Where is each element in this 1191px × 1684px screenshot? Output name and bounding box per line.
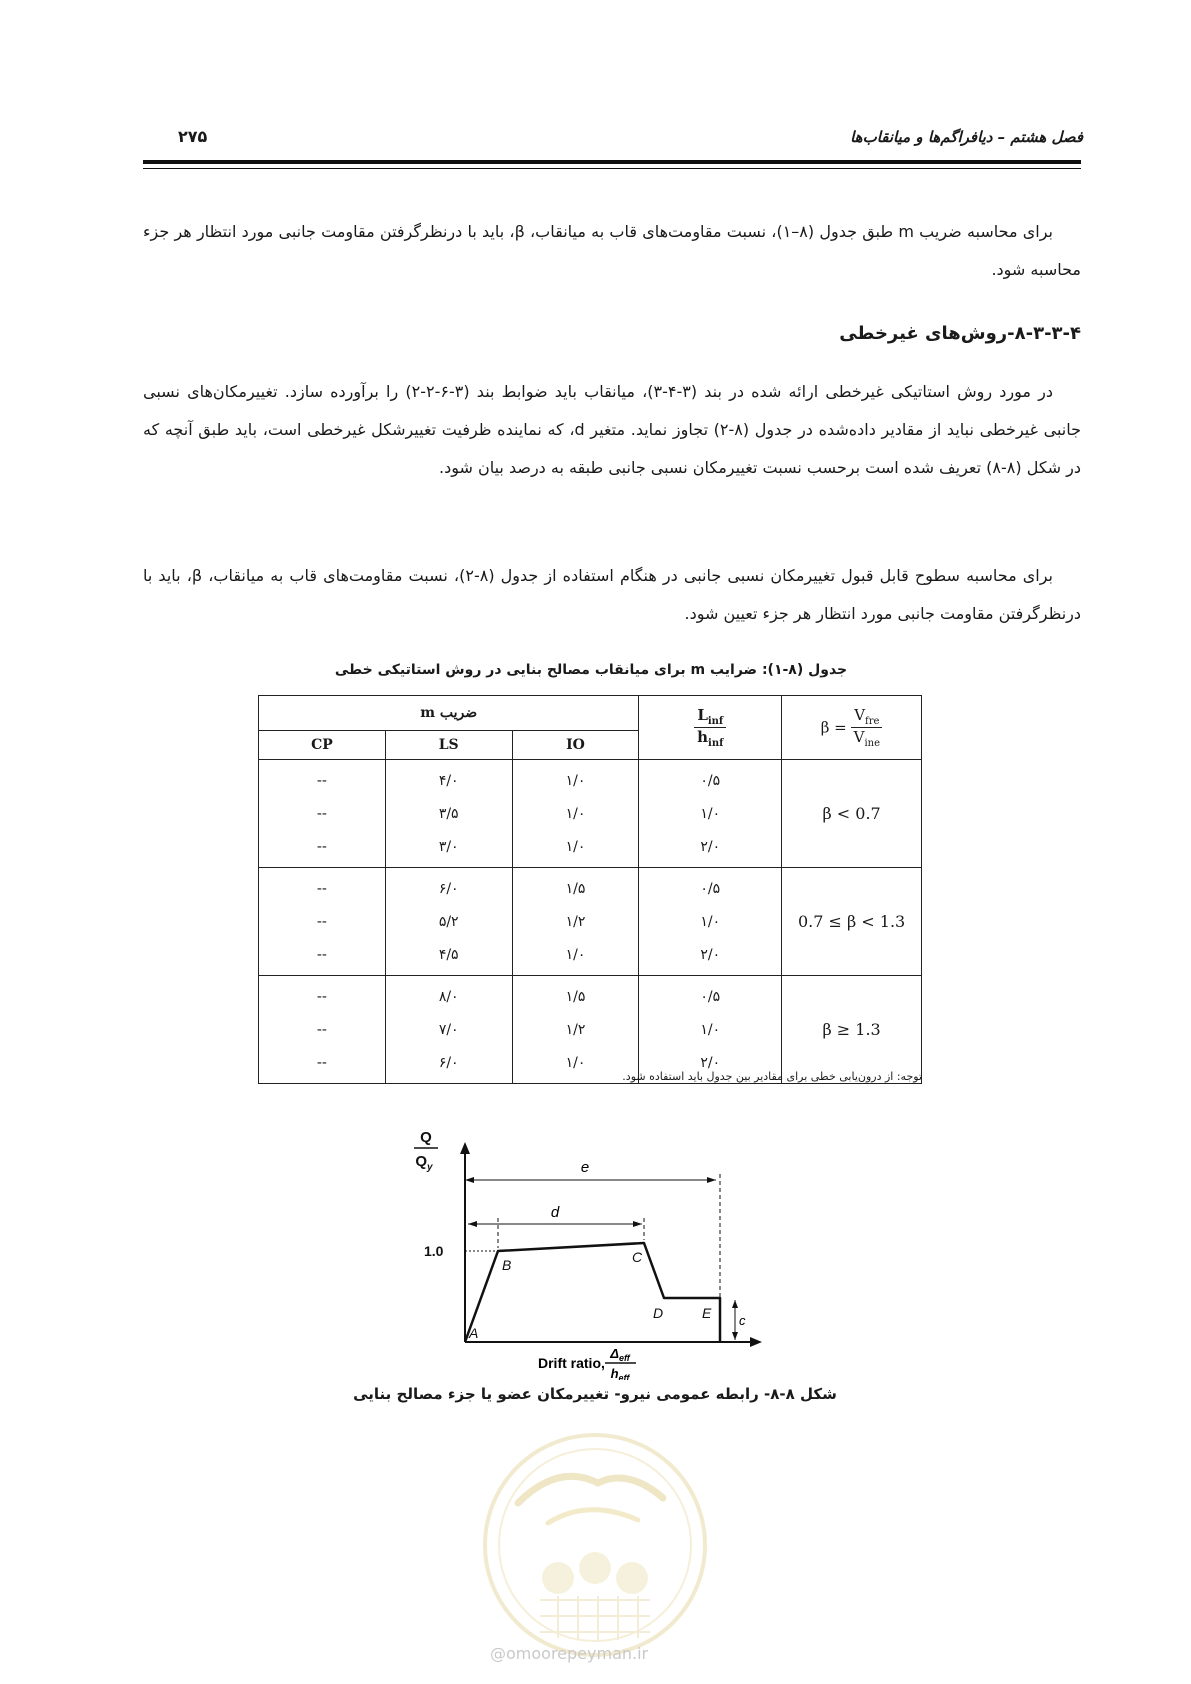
cell-io: ۱/۰ xyxy=(512,938,639,976)
point-label-c: C xyxy=(632,1249,643,1265)
cell-io: ۱/۰ xyxy=(512,1046,639,1084)
cell-ratio: ۰/۵ xyxy=(639,760,782,798)
cell-ratio: ۱/۰ xyxy=(639,797,782,830)
cell-io: ۱/۲ xyxy=(512,905,639,938)
header-m-factor: ضریب m xyxy=(259,696,639,731)
label-e: e xyxy=(580,1159,590,1176)
header-beta xyxy=(782,696,922,760)
header-ls: LS xyxy=(385,731,512,760)
cell-io: ۱/۵ xyxy=(512,868,639,906)
paragraph-3-text: برای محاسبه سطوح قابل قبول تغییرمکان نسبی جانبی در هنگام استفاده از جدول (۸-۲)، نسبت مقاومت‌های قاب به میانقاب، β، باید با درنظرگرفتن مقاومت جانبی مورد انتظار هر جزء تعیین شود. xyxy=(143,566,1081,623)
y-tick-label: 1.0 xyxy=(424,1243,444,1259)
cell-ratio: ۲/۰ xyxy=(639,938,782,976)
watermark-seal-icon xyxy=(478,1428,713,1663)
cell-cp: -- xyxy=(259,905,386,938)
cell-ls: ۸/۰ xyxy=(385,976,512,1014)
cell-ls: ۴/۵ xyxy=(385,938,512,976)
figure-caption: شکل ۸-۸- رابطه عمومی نیرو- تغییرمکان عضو یا جزء مصالح بنایی xyxy=(353,1385,837,1403)
section-heading: ۸-۳-۳-۴-روش‌های غیرخطی xyxy=(839,323,1081,344)
watermark-url: @omoorepeyman.ir xyxy=(490,1644,649,1663)
cell-ratio: ۱/۰ xyxy=(639,905,782,938)
cell-ls: ۵/۲ xyxy=(385,905,512,938)
cell-cp: -- xyxy=(259,797,386,830)
header-io: IO xyxy=(512,731,639,760)
cell-io: ۱/۰ xyxy=(512,830,639,868)
cell-ls: ۳/۰ xyxy=(385,830,512,868)
cell-ratio: ۲/۰ xyxy=(639,1046,782,1084)
page-number: ۲۷۵ xyxy=(178,127,208,146)
x-axis-label: Drift ratio, xyxy=(538,1355,605,1371)
x-fraction-top: $\Delta_{eff}$ xyxy=(610,1346,630,1363)
table-note: توجه: از درون‌یابی خطی برای مقادیر بین جدول باید استفاده شود. xyxy=(622,1070,922,1083)
x-axis-arrow xyxy=(750,1337,762,1347)
m-factor-table xyxy=(258,695,922,1084)
cell-io: ۱/۵ xyxy=(512,976,639,1014)
y-axis-label-top: Q xyxy=(420,1129,432,1146)
cell-ls: ۷/۰ xyxy=(385,1013,512,1046)
cell-cp: -- xyxy=(259,830,386,868)
cell-io: ۱/۲ xyxy=(512,1013,639,1046)
cell-io: ۱/۰ xyxy=(512,760,639,798)
cell-cp: -- xyxy=(259,1046,386,1084)
y-axis-label-bottom: $Q_y$ xyxy=(415,1153,433,1173)
cell-ratio: ۰/۵ xyxy=(639,868,782,906)
table-row xyxy=(259,976,922,1014)
cell-cp: -- xyxy=(259,938,386,976)
header-ratio xyxy=(639,696,782,760)
cell-cp: -- xyxy=(259,976,386,1014)
beta-label: β = xyxy=(820,718,847,737)
paragraph-3 xyxy=(143,557,1081,633)
cell-cp: -- xyxy=(259,868,386,906)
point-label-b: B xyxy=(502,1257,512,1273)
header-rule-thick xyxy=(143,160,1081,164)
paragraph-1 xyxy=(143,213,1081,289)
beta-fraction: $\frac{V_{fre}}{V_{ine}}$ xyxy=(851,706,882,749)
cell-ls: ۴/۰ xyxy=(385,760,512,798)
cell-cp: -- xyxy=(259,1013,386,1046)
x-fraction-bottom: $h_{eff}$ xyxy=(610,1366,630,1380)
cell-ls: ۳/۵ xyxy=(385,797,512,830)
running-header-title: فصل هشتم – دیافراگم‌ها و میانقاب‌ها xyxy=(850,128,1083,146)
point-label-d: D xyxy=(653,1305,664,1321)
point-label-e: E xyxy=(702,1305,712,1321)
table-row xyxy=(259,760,922,798)
cell-ls: ۶/۰ xyxy=(385,868,512,906)
header-rule-thin xyxy=(143,168,1081,169)
cell-ls: ۶/۰ xyxy=(385,1046,512,1084)
label-d: d xyxy=(550,1204,560,1221)
cell-ratio: ۱/۰ xyxy=(639,1013,782,1046)
cell-ratio: ۰/۵ xyxy=(639,976,782,1014)
label-c: c xyxy=(739,1313,746,1328)
cell-ratio: ۲/۰ xyxy=(639,830,782,868)
point-label-a: A xyxy=(469,1325,479,1341)
y-axis-arrow xyxy=(460,1142,470,1154)
paragraph-2 xyxy=(143,373,1081,487)
force-drift-figure xyxy=(410,1120,810,1380)
table-row xyxy=(259,868,922,906)
ratio-fraction: $\frac{L_{inf}}{h_{inf}}$ xyxy=(694,706,726,749)
cell-io: ۱/۰ xyxy=(512,797,639,830)
paragraph-2-text: در مورد روش استاتیکی غیرخطی ارائه شده در بند (۳-۴-۳)، میانقاب باید ضوابط بند (۳-۶-۲-۲) را برآورده سازد. تغییرمکان‌های نسبی جانبی غیرخطی نباید از مقادیر داده‌شده در جدول (۸-۲) تجاوز نماید. متغیر d، که نماینده ظرفیت تغییرشکل غیرخطی است، باید طبق آنچه که در شکل (۸-۸) تعریف شده است برحسب نسبت تغییرمکان نسبی جانبی طبقه به درصد بیان شود. xyxy=(143,382,1082,477)
header-cp: CP xyxy=(259,731,386,760)
cell-beta-group: 0.7 ≤ β < 1.3 xyxy=(782,868,922,976)
table-caption: جدول (۸-۱): ضرایب m برای میانقاب مصالح بنایی در روش استاتیکی خطی xyxy=(334,662,848,678)
cell-beta-group: β ≥ 1.3 xyxy=(782,976,922,1084)
cell-cp: -- xyxy=(259,760,386,798)
paragraph-1-text: برای محاسبه ضریب m طبق جدول (۸–۱)، نسبت مقاومت‌های قاب به میانقاب، β، باید با درنظرگرفتن مقاومت جانبی مورد انتظار هر جزء محاسبه شود. xyxy=(143,222,1081,279)
cell-beta-group: β < 0.7 xyxy=(782,760,922,868)
